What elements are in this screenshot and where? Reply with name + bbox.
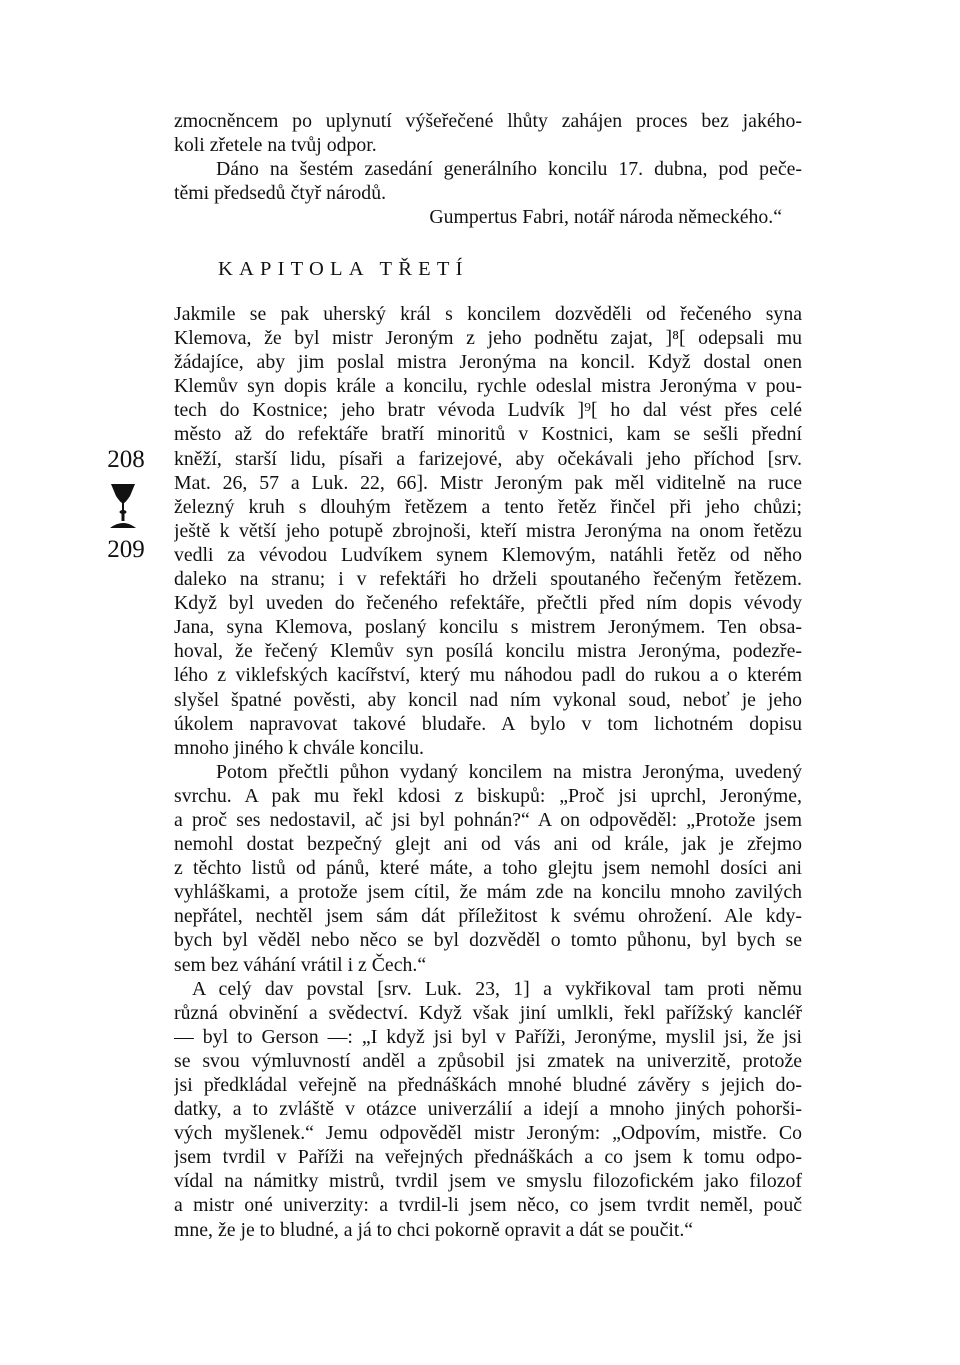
text-line: žádajíce, aby jim poslal mistra Jeronýma na koncil. Když dostal onen xyxy=(174,351,802,374)
text-line: různá obvinění a svědectví. Když však jiní umlkli, řekl pařížský kancléř xyxy=(174,1001,802,1024)
text-line: Mat. 26, 57 a Luk. 22, 66]. Mistr Jeroným pak měl viditelně na ruce xyxy=(174,471,802,494)
text-line: a proč ses nedostavil, ač jsi byl pohnán?“ A on odpověděl: „Protože jsem xyxy=(174,808,802,831)
text-line: sem bez váhání vrátil i z Čech.“ xyxy=(174,953,427,976)
text-line: bych byl věděl nebo něco se byl dozvěděl o tomto půhonu, byl bych se xyxy=(174,929,802,952)
text-line: mnoho jiného k chvále koncilu. xyxy=(174,736,424,759)
chapter-heading: KAPITOLA TŘETÍ xyxy=(218,258,469,280)
text-line: úkolem napravovat takové bludaře. A bylo v tom lichotném dopisu xyxy=(174,712,802,735)
text-line: Jana, syna Klemova, poslaný koncilu s mistrem Jeronýmem. Ten obsa- xyxy=(174,616,802,639)
text-line: se svou výmluvností anděl a způsobil jsi zmatek na univerzitě, protože xyxy=(174,1049,802,1072)
text-line: A celý dav povstal [srv. Luk. 23, 1] a vykřikoval tam proti němu xyxy=(192,977,802,1000)
text-line: vých myšlenek.“ Jemu odpověděl mistr Jeroným: „Odpovím, mistře. Co xyxy=(174,1122,802,1145)
text-line: zmocněncem po uplynutí výšeřečené lhůty zahájen proces bez jakého- xyxy=(174,110,802,132)
text-line: a mistr oné univerzity: a tvrdil-li jsem něco, co jsem tvrdit neměl, pouč xyxy=(174,1194,802,1217)
notary-signature: Gumpertus Fabri, notář národa německého.“ xyxy=(429,206,782,229)
chalice-icon xyxy=(108,482,138,530)
text-line: datky, a to zvláště v otázce univerzálií a idejí a mnoho jiných pohorši- xyxy=(174,1098,802,1121)
text-line: nemohl dostat bezpečný glejt ani od vás ani od krále, jak je zřejmo xyxy=(174,833,802,856)
text-line: hoval, že řečený Klemův syn posílá koncilu mistra Jeronýma, podezře- xyxy=(174,640,802,663)
text-line: koli zřetele na tvůj odpor. xyxy=(174,134,377,157)
text-line: Potom přečtli půhon vydaný koncilem na mistra Jeronýma, uvedený xyxy=(216,760,802,783)
text-line: svrchu. A pak mu řekl kdosi z biskupů: „Proč jsi uprchl, Jeronýme, xyxy=(174,784,802,807)
text-line: kněží, starší lidu, písaři a farizejové, aby očekávali jeho příchod [srv. xyxy=(174,447,802,470)
text-line: vídal na námitky mistrů, tvrdil jsem ve smyslu filozofickém jako filozof xyxy=(174,1170,802,1193)
text-line: vyhláškami, a protože jsem cítil, že mám zde na koncilu mnoho zavilých xyxy=(174,881,802,904)
text-line: — byl to Gerson —: „I když jsi byl v Paříži, Jeronýme, myslil jsi, že jsi xyxy=(174,1025,802,1048)
text-line: železný kruh s dlouhým řetězem a tento řetěz řinčel při jeho chůzi; xyxy=(174,495,802,518)
text-line: lého z viklefských kacířství, který mu náhodou padl do rukou a o kterém xyxy=(174,664,802,687)
text-line: město až do refektáře bratří minoritů v Kostnici, kam se sešli přední xyxy=(174,423,802,446)
page-number-top: 208 xyxy=(107,446,145,473)
text-line: Jakmile se pak uherský král s koncilem dozvěděli od řečeného syna xyxy=(174,303,802,325)
text-line: Dáno na šestém zasedání generálního koncilu 17. dubna, pod peče- xyxy=(216,158,802,181)
text-line: jsi předkládal veřejně na přednáškách mnohé bludné závěry s jejich do- xyxy=(174,1074,802,1096)
text-line: Klemův syn dopis krále a koncilu, rychle odeslal mistra Jeronýma v pou- xyxy=(174,375,802,398)
chapter-body xyxy=(174,302,802,1242)
text-line: jsem tvrdil v Paříži na veřejných přednáškách a co jsem k tomu odpo- xyxy=(174,1146,802,1169)
text-line: ještě k větší jeho potupě zbrojnoši, kteří mistra Jeronýma na onom řetězu xyxy=(174,519,802,542)
text-line: nepřátel, nechtěl jsem sám dát příležitost k svému ohrožení. Ale kdy- xyxy=(174,905,802,928)
text-line: vedli za vévodou Ludvíkem synem Klemovým, natáhli řetěz od něho xyxy=(174,543,802,566)
text-line: Klemova, že byl mistr Jeroným z jeho podnětu zajat, ]⁸[ odepsali mu xyxy=(174,327,802,350)
text-line: těmi předsedů čtyř národů. xyxy=(174,182,387,205)
text-line: mne, že je to bludné, a já to chci pokorně opravit a dát se poučit.“ xyxy=(174,1218,694,1241)
page-number-bottom: 209 xyxy=(107,536,145,563)
text-line: tech do Kostnice; jeho bratr vévoda Ludvík ]⁹[ ho dal vést přes celé xyxy=(174,399,802,422)
text-line: Když byl uveden do řečeného refektáře, přečtli před ním dopis vévody xyxy=(174,592,802,615)
text-line: daleko na stranu; i v refektáři ho drželi spoutaného řečeným řetězem. xyxy=(174,568,802,591)
text-line: slyšel špatné pověsti, aby koncil nad ním vykonal soud, neboť je jeho xyxy=(174,688,802,711)
preceding-text xyxy=(174,109,802,229)
text-line: z těchto listů od pánů, které máte, a toho glejtu jsem nemohl dosíci ani xyxy=(174,857,802,880)
